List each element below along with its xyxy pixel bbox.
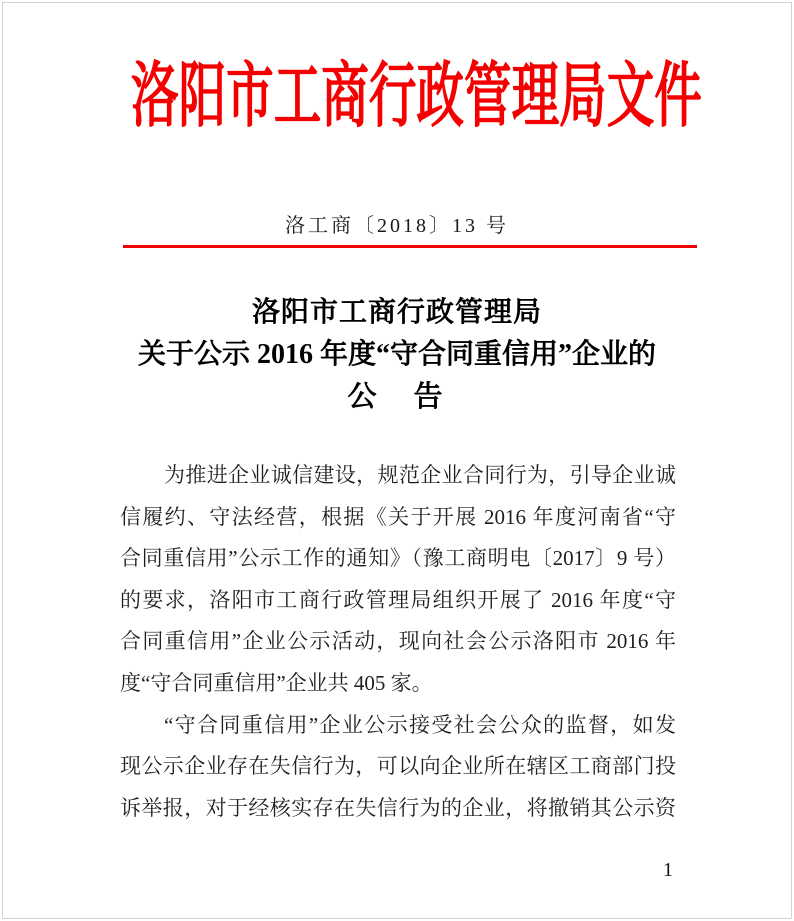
body-paragraph1-line-6: 度“守合同重信用”企业共 405 家。 (120, 670, 433, 695)
body-paragraph2-line-1: “守合同重信用”企业公示接受社会公众的监督，如发 (164, 712, 676, 737)
body-paragraph2-line-2: 现公示企业存在失信行为，可以向企业所在辖区工商部门投 (120, 754, 676, 779)
document-title-line-3: 公 告 (347, 381, 447, 413)
body-paragraph1-line-2: 信履约、守法经营，根据《关于开展 2016 年度河南省“守 (120, 504, 676, 529)
red-separator-line (123, 245, 697, 248)
body-paragraph1-line-5: 合同重信用”企业公示活动，现向社会公示洛阳市 2016 年 (120, 629, 676, 654)
document-number: 洛工商〔2018〕13 号 (285, 215, 509, 237)
page-number: 1 (663, 859, 673, 881)
body-paragraph1-line-3: 合同重信用”公示工作的通知》（豫工商明电〔2017〕9 号） (120, 546, 676, 571)
body-paragraph2-line-3: 诉举报，对于经核实存在失信行为的企业，将撤销其公示资 (120, 795, 676, 820)
document-header-title: 洛阳市工商行政管理局文件 (131, 58, 702, 136)
document-title (0, 292, 794, 418)
document-title-line-2: 关于公示 2016 年度“守合同重信用”企业的 (137, 339, 656, 370)
document-title-line-1: 洛阳市工商行政管理局 (251, 297, 542, 328)
body-paragraph1-line-4: 的要求，洛阳市工商行政管理局组织开展了 2016 年度“守 (120, 587, 676, 612)
body-paragraph1-line-1: 为推进企业诚信建设，规范企业合同行为，引导企业诚 (164, 463, 676, 487)
document-body (120, 455, 676, 829)
